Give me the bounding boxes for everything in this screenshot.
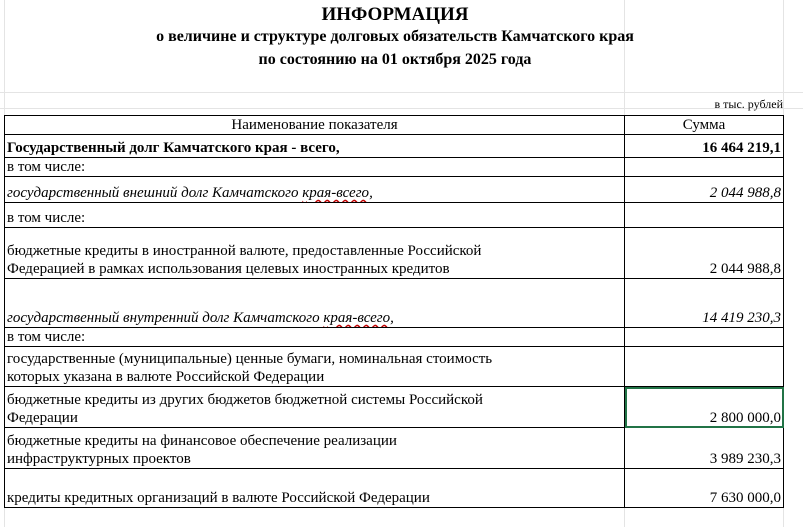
row-value[interactable]: 2 044 988,8	[625, 177, 784, 203]
row-name-part: ,	[369, 185, 373, 201]
row-name-line: которых указана в валюте Российской Федерации	[7, 369, 325, 385]
row-value[interactable]	[625, 203, 784, 228]
table-row	[5, 203, 784, 228]
table-row	[5, 328, 784, 347]
row-name-line: государственные (муниципальные) ценные бумаги, номинальная стоимость	[7, 351, 493, 367]
row-value[interactable]	[625, 158, 784, 177]
row-name-line: инфраструктурных проектов	[7, 451, 191, 467]
table-row	[5, 228, 784, 279]
table-row	[5, 177, 784, 203]
row-name[interactable]	[5, 228, 625, 279]
row-name[interactable]: в том числе:	[5, 203, 625, 228]
table-row	[5, 469, 784, 508]
row-name-line: Федерацией в рамках использования целевых иностранных кредитов	[7, 261, 450, 277]
row-value[interactable]	[625, 328, 784, 347]
row-name-line: бюджетные кредиты на финансовое обеспечение реализации	[7, 433, 397, 449]
column-header-name[interactable]: Наименование показателя	[5, 116, 625, 135]
row-name[interactable]	[5, 279, 625, 328]
row-name[interactable]	[5, 387, 625, 428]
table-row	[5, 279, 784, 328]
row-name[interactable]	[5, 428, 625, 469]
table-row	[5, 135, 784, 158]
gridline	[0, 108, 803, 109]
row-value[interactable]: 2 044 988,8	[625, 228, 784, 279]
units-label: в тыс. рублей	[714, 97, 783, 111]
debt-table	[4, 115, 784, 508]
row-name-part: государственный внутренний долг Камчатского	[7, 310, 324, 326]
row-name-line: Федерации	[7, 410, 78, 426]
page-title: ИНФОРМАЦИЯ	[321, 4, 469, 25]
row-value[interactable]: 16 464 219,1	[625, 135, 784, 158]
table-row	[5, 158, 784, 177]
row-name[interactable]: в том числе:	[5, 328, 625, 347]
row-name[interactable]: кредиты кредитных организаций в валюте Российской Федерации	[5, 469, 625, 508]
spellcheck-word: края-всего	[323, 310, 391, 326]
page-date: по состоянию на 01 октября 2025 года	[258, 51, 532, 68]
row-name-line: бюджетные кредиты в иностранной валюте, предоставленные Российской	[7, 243, 482, 259]
row-name-line: бюджетные кредиты из других бюджетов бюджетной системы Российской	[7, 392, 483, 408]
table-row	[5, 387, 784, 428]
row-value[interactable]: 14 419 230,3	[625, 279, 784, 328]
table-row	[5, 428, 784, 469]
row-value-selected-cell[interactable]: 2 800 000,0	[625, 387, 784, 428]
column-header-sum[interactable]: Сумма	[625, 116, 784, 135]
row-value[interactable]: 3 989 230,3	[625, 428, 784, 469]
row-name[interactable]: Государственный долг Камчатского края - всего,	[5, 135, 625, 158]
row-name-part: государственный внешний долг Камчатского	[7, 185, 303, 201]
row-name-part: ,	[390, 310, 394, 326]
row-name[interactable]	[5, 347, 625, 387]
spellcheck-word: края-всего	[302, 185, 370, 201]
row-value[interactable]: 7 630 000,0	[625, 469, 784, 508]
table-row	[5, 347, 784, 387]
row-name[interactable]: в том числе:	[5, 158, 625, 177]
row-value[interactable]	[625, 347, 784, 387]
page-subtitle: о величине и структуре долговых обязательств Камчатского края	[156, 28, 634, 45]
gridline	[0, 92, 803, 93]
row-name[interactable]	[5, 177, 625, 203]
